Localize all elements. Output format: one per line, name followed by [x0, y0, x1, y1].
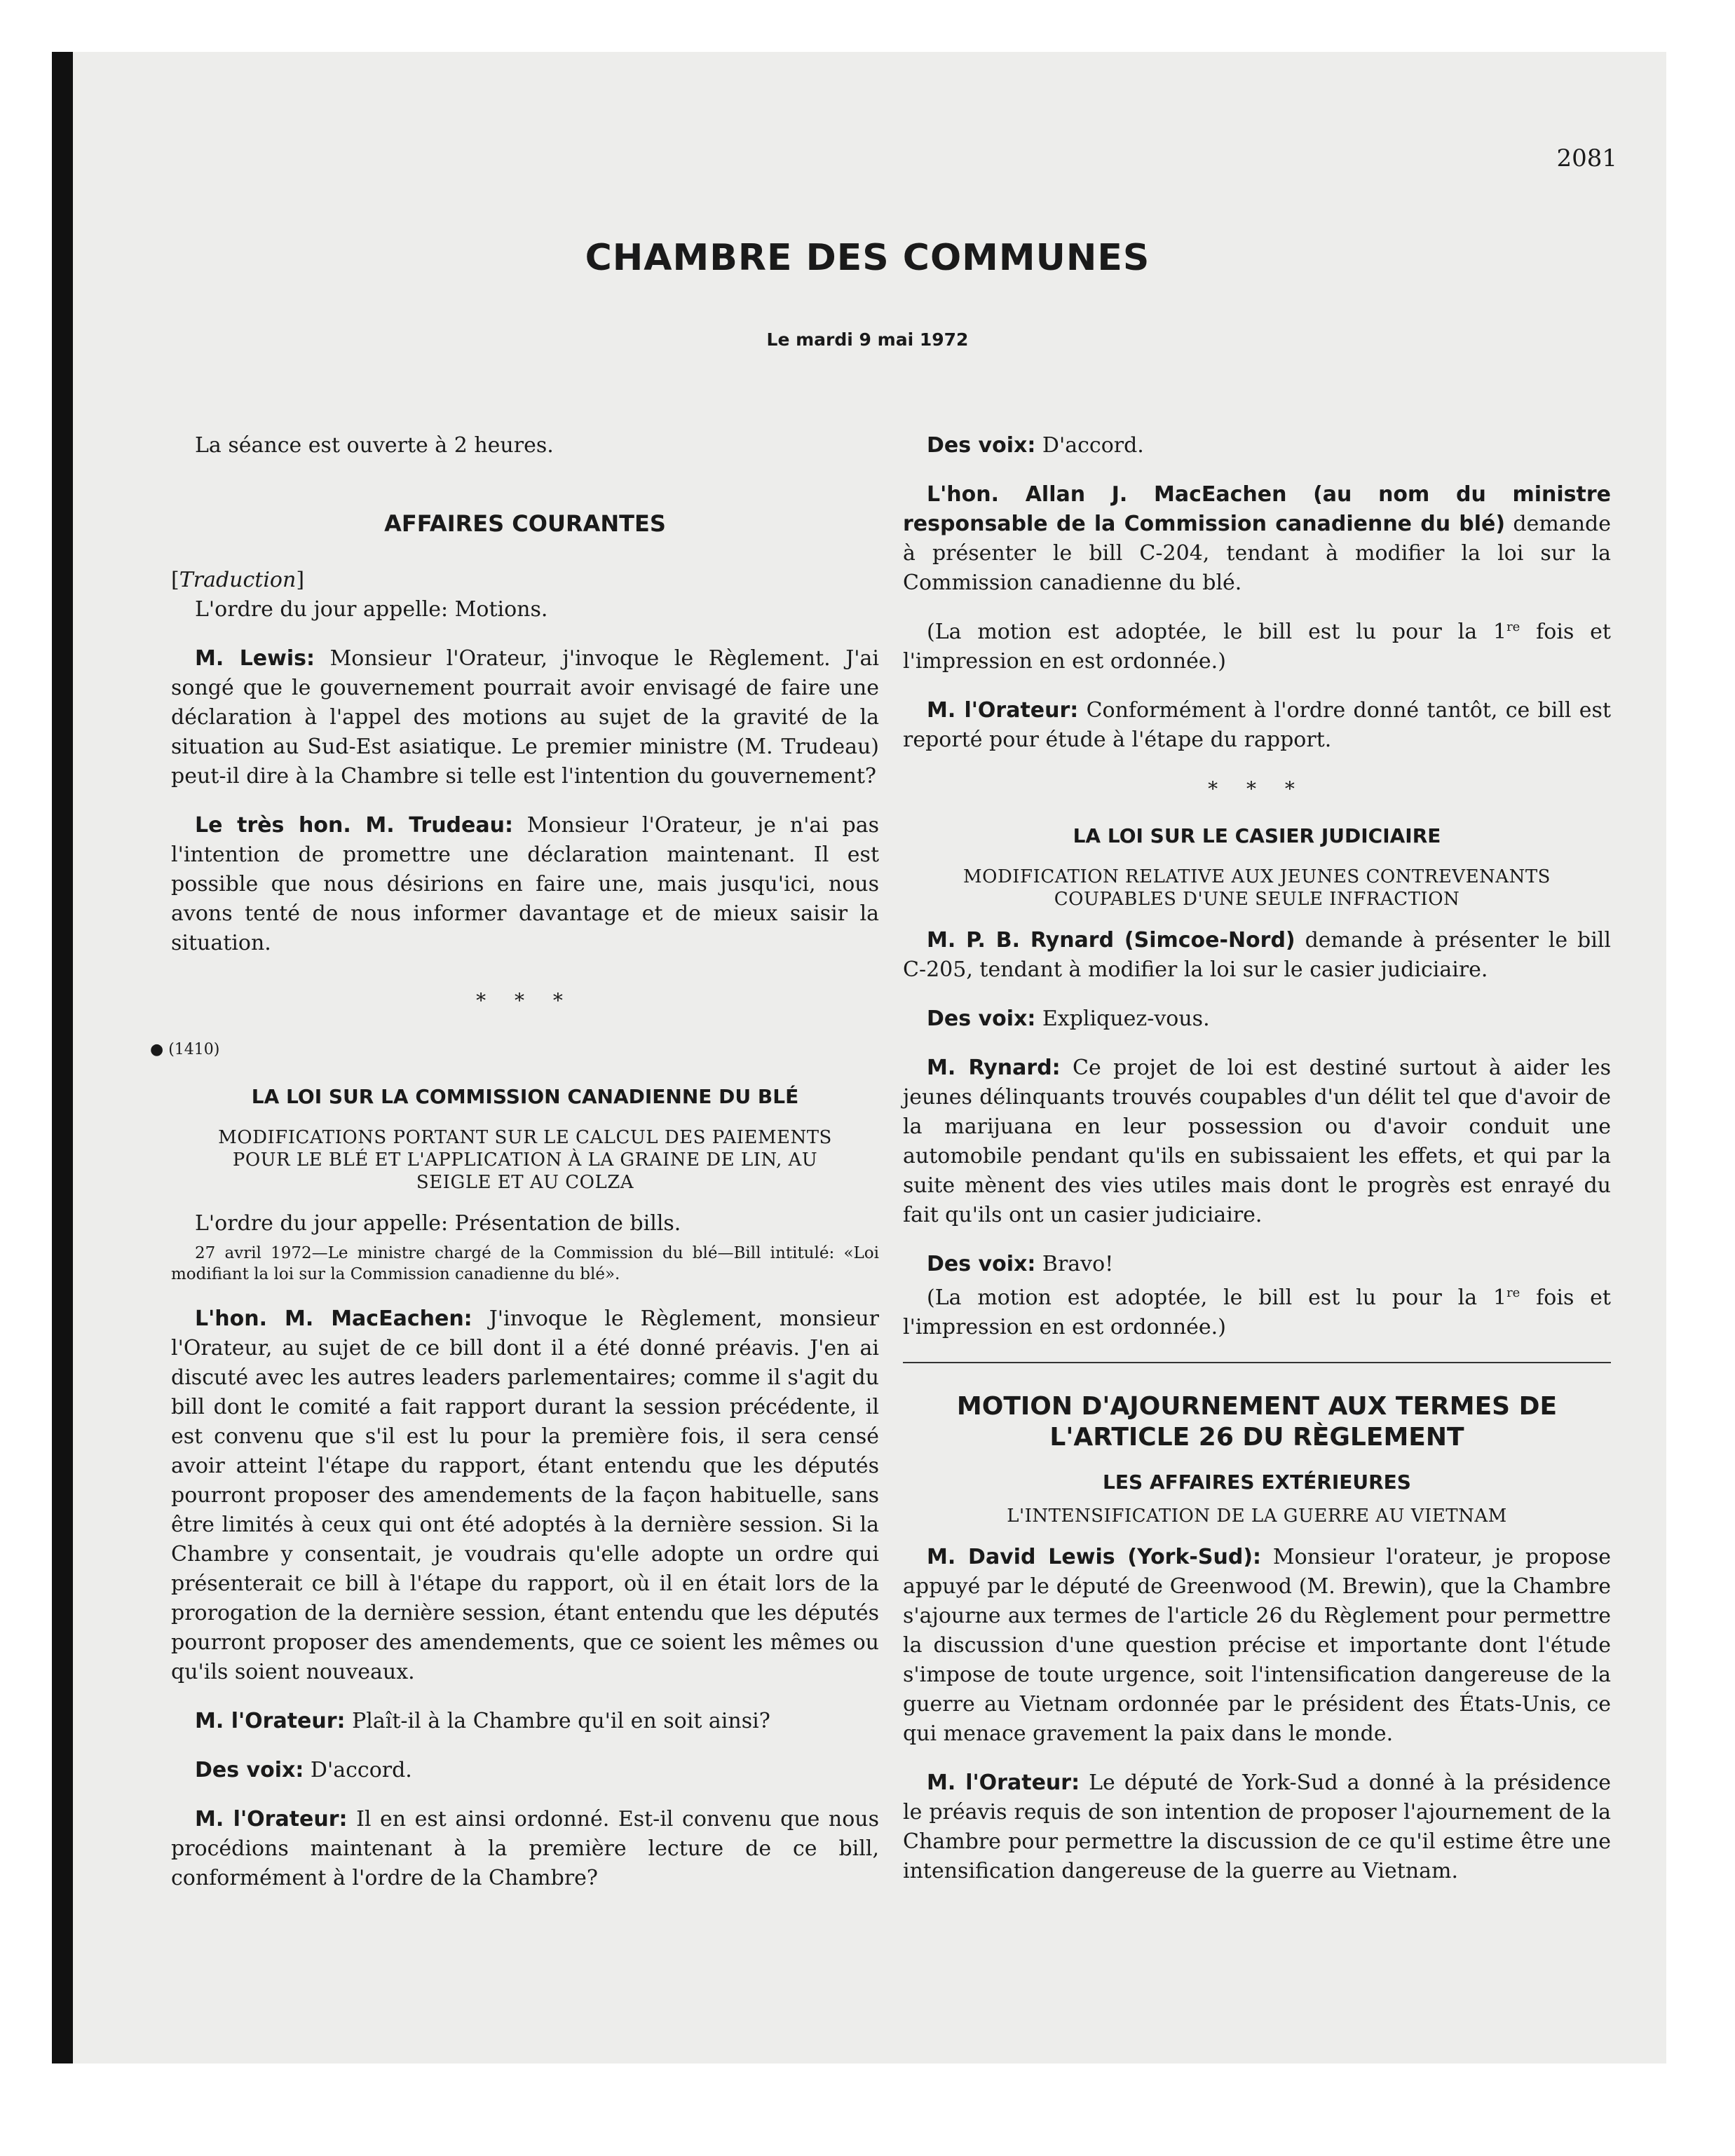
motion-superscript: re	[1506, 1285, 1520, 1300]
speech-text: Monsieur l'Orateur, j'invoque le Règlement. J'ai songé que le gouvernement pourrait avoir envisagé de faire une déclaration à l'appel des motions au sujet de la gravité de la situation au Sud-Est asiatique. Le premier ministre (M. Trudeau) peut-il dire à la Chambre si telle est l'intention du gouvernement?	[171, 646, 879, 789]
speech-text: J'invoque le Règlement, monsieur l'Orateur, au sujet de ce bill dont il a été donné préavis. J'en ai discuté avec les autres leaders parlementaires; comme il s'agit du bill dont le comité a fait rapport durant la session précédente, il est convenu que s'il est lu pour la première fois, il sera censé avoir atteint l'étape du rapport, étant entendu que les députés pourront proposer des amendements de la façon habituelle, sans être limités à ceux qui ont été adoptés à la dernière session. Si la Chambre y consentait, je voudrais qu'elle adopte un ordre qui présenterait ce bill à l'étape du rapport, où il en était lors de la prorogation de la dernière session, étant entendu que les députés pourront proposer des amendements, que ce soient les mêmes ou qu'ils soient nouveaux.	[171, 1306, 879, 1684]
motion-superscript: re	[1506, 620, 1520, 634]
motion-adopted	[903, 618, 1611, 676]
speech-text: Monsieur l'orateur, je propose appuyé par le député de Greenwood (M. Brewin), que la Chambre s'ajourne aux termes de l'article 26 du Règlement pour permettre la discussion d'une question précise et importante dont l'étude s'impose de toute urgence, soit l'intensification dangereuse de la guerre au Vietnam ordonnée par le président des États-Unis, ce qui menace gravement la paix dans le monde.	[903, 1545, 1611, 1746]
time-marker: ● (1410)	[150, 1041, 220, 1058]
speech-text: demande à présenter le bill C-204, tendant à modifier la loi sur la Commission canadienne du blé.	[903, 512, 1611, 595]
rynard-paragraph	[903, 926, 1611, 985]
time-marker-text: (1410)	[168, 1041, 220, 1058]
motion-adopted	[903, 1283, 1611, 1342]
speaker-paragraph	[903, 696, 1611, 755]
speaker-name: M. l'Orateur:	[927, 698, 1079, 723]
horizontal-rule	[903, 1362, 1611, 1363]
session-date: Le mardi 9 mai 1972	[766, 329, 969, 350]
speech-text: D'accord.	[310, 1758, 412, 1782]
left-column	[150, 431, 879, 1913]
speech-text: Il en est ainsi ordonné. Est-il convenu que nous procédions maintenant à la première lecture de ce bill, conformément à l'ordre de la Chambre?	[171, 1807, 879, 1890]
speaker-name: Des voix:	[927, 1252, 1036, 1276]
voices-paragraph	[171, 1756, 879, 1785]
right-column	[903, 431, 1611, 1906]
voices-paragraph	[903, 1004, 1611, 1034]
scan-edge-bar	[52, 52, 73, 2063]
speech-text: Monsieur l'Orateur, je n'ai pas l'intention de promettre une déclaration maintenant. Il est possible que nous désirions en faire une, mais jusqu'ici, nous avons tenté de nous informer davantage et de mieux saisir la situation.	[171, 813, 879, 955]
trudeau-paragraph	[171, 811, 879, 958]
lewis-paragraph	[171, 644, 879, 791]
section-heading-motion-ajournement: MOTION D'AJOURNEMENT AUX TERMES DE L'ARTICLE 26 DU RÈGLEMENT	[956, 1392, 1558, 1452]
subsection-heading: MODIFICATION RELATIVE AUX JEUNES CONTREVENANTS COUPABLES D'UNE SEULE INFRACTION	[963, 866, 1551, 910]
section-separator-stars: * * *	[1208, 777, 1306, 800]
speaker-name: Des voix:	[927, 1007, 1036, 1031]
rynard-explanation	[903, 1053, 1611, 1230]
subsection-heading: MODIFICATIONS PORTANT SUR LE CALCUL DES PAIEMENTS POUR LE BLÉ ET L'APPLICATION À LA GRAINE DE LIN, AU SEIGLE ET AU COLZA	[218, 1127, 832, 1193]
orders-bills: L'ordre du jour appelle: Présentation de bills.	[195, 1211, 681, 1236]
maceachen-paragraph	[171, 1304, 879, 1687]
speaker-name: Le très hon. M. Trudeau:	[195, 813, 513, 838]
opening-line: La séance est ouverte à 2 heures.	[195, 433, 554, 458]
bill-notice: 27 avril 1972—Le ministre chargé de la Commission du blé—Bill intitulé: «Loi modifiant la loi sur la Commission canadienne du blé».	[171, 1244, 879, 1283]
motion-text: (La motion est adoptée, le bill est lu pour la 1	[927, 620, 1507, 644]
speech-text: Ce projet de loi est destiné surtout à aider les jeunes délinquants trouvés coupables d'un délit tel que d'avoir de la marijuana en leur possession ou d'avoir conduit une automobile pendant qu'ils en subissaient les effets, et qui par la suite mènent des vies utiles mais dont le progrès est enrayé du fait qu'ils ont un casier judiciaire.	[903, 1056, 1611, 1227]
speaker-name: Des voix:	[927, 433, 1036, 458]
voices-paragraph	[903, 1250, 1611, 1279]
maceachen-bill-paragraph	[903, 480, 1611, 598]
speech-text: demande à présenter le bill C-205, tendant à modifier la loi sur le casier judiciaire.	[903, 928, 1611, 982]
speaker-paragraph	[171, 1805, 879, 1893]
speech-text: Le député de York-Sud a donné à la présidence le préavis requis de son intention de proposer l'ajournement de la Chambre pour permettre la discussion de ce qu'il estime être une intensification dangereuse de la guerre au Vietnam.	[903, 1770, 1611, 1883]
speaker-name: M. P. B. Rynard (Simcoe-Nord)	[927, 928, 1295, 953]
speaker-paragraph	[171, 1707, 879, 1736]
speaker-name: L'hon. Allan J. MacEachen (au nom du ministre responsable de la Commission canadienne du blé)	[903, 482, 1611, 536]
voices-paragraph	[903, 431, 1611, 460]
speaker-name: M. l'Orateur:	[195, 1807, 348, 1831]
translation-tag: [Traduction]	[171, 568, 305, 592]
speech-text: D'accord.	[1042, 433, 1144, 458]
subsection-heading: L'INTENSIFICATION DE LA GUERRE AU VIETNAM	[1007, 1506, 1507, 1527]
speaker-name: L'hon. M. MacEachen:	[195, 1306, 472, 1331]
speaker-name: M. Lewis:	[195, 646, 315, 671]
speaker-name: M. David Lewis (York-Sud):	[927, 1545, 1262, 1569]
translation-tag-text: Traduction	[179, 568, 297, 592]
section-heading-commission-ble: LA LOI SUR LA COMMISSION CANADIENNE DU BLÉ	[251, 1085, 799, 1108]
david-lewis-paragraph	[903, 1543, 1611, 1749]
section-heading-affaires-exterieures: LES AFFAIRES EXTÉRIEURES	[1103, 1471, 1411, 1494]
motion-text: fois et l'impression en est ordonnée.)	[903, 620, 1611, 674]
section-heading-casier-judiciaire: LA LOI SUR LE CASIER JUDICIAIRE	[1073, 824, 1441, 847]
page-title: CHAMBRE DES COMMUNES	[585, 237, 1150, 279]
page-number: 2081	[1556, 144, 1617, 172]
speaker-paragraph	[903, 1768, 1611, 1886]
speech-text: Expliquez-vous.	[1042, 1007, 1210, 1031]
speaker-name: M. l'Orateur:	[927, 1770, 1080, 1795]
speech-text: Conformément à l'ordre donné tantôt, ce bill est reporté pour étude à l'étape du rapport.	[903, 698, 1612, 752]
speaker-name: Des voix:	[195, 1758, 304, 1782]
speaker-name: M. Rynard:	[927, 1056, 1061, 1080]
speech-text: Plaît-il à la Chambre qu'il en soit ainsi?	[352, 1709, 770, 1733]
orders-motions: L'ordre du jour appelle: Motions.	[195, 597, 548, 622]
section-heading-affaires-courantes: AFFAIRES COURANTES	[384, 510, 666, 537]
motion-text: (La motion est adoptée, le bill est lu pour la 1	[927, 1285, 1507, 1310]
speaker-name: M. l'Orateur:	[195, 1709, 346, 1733]
section-separator-stars: * * *	[476, 989, 574, 1012]
speech-text: Bravo!	[1042, 1252, 1114, 1276]
motion-text: fois et l'impression en est ordonnée.)	[903, 1285, 1611, 1339]
